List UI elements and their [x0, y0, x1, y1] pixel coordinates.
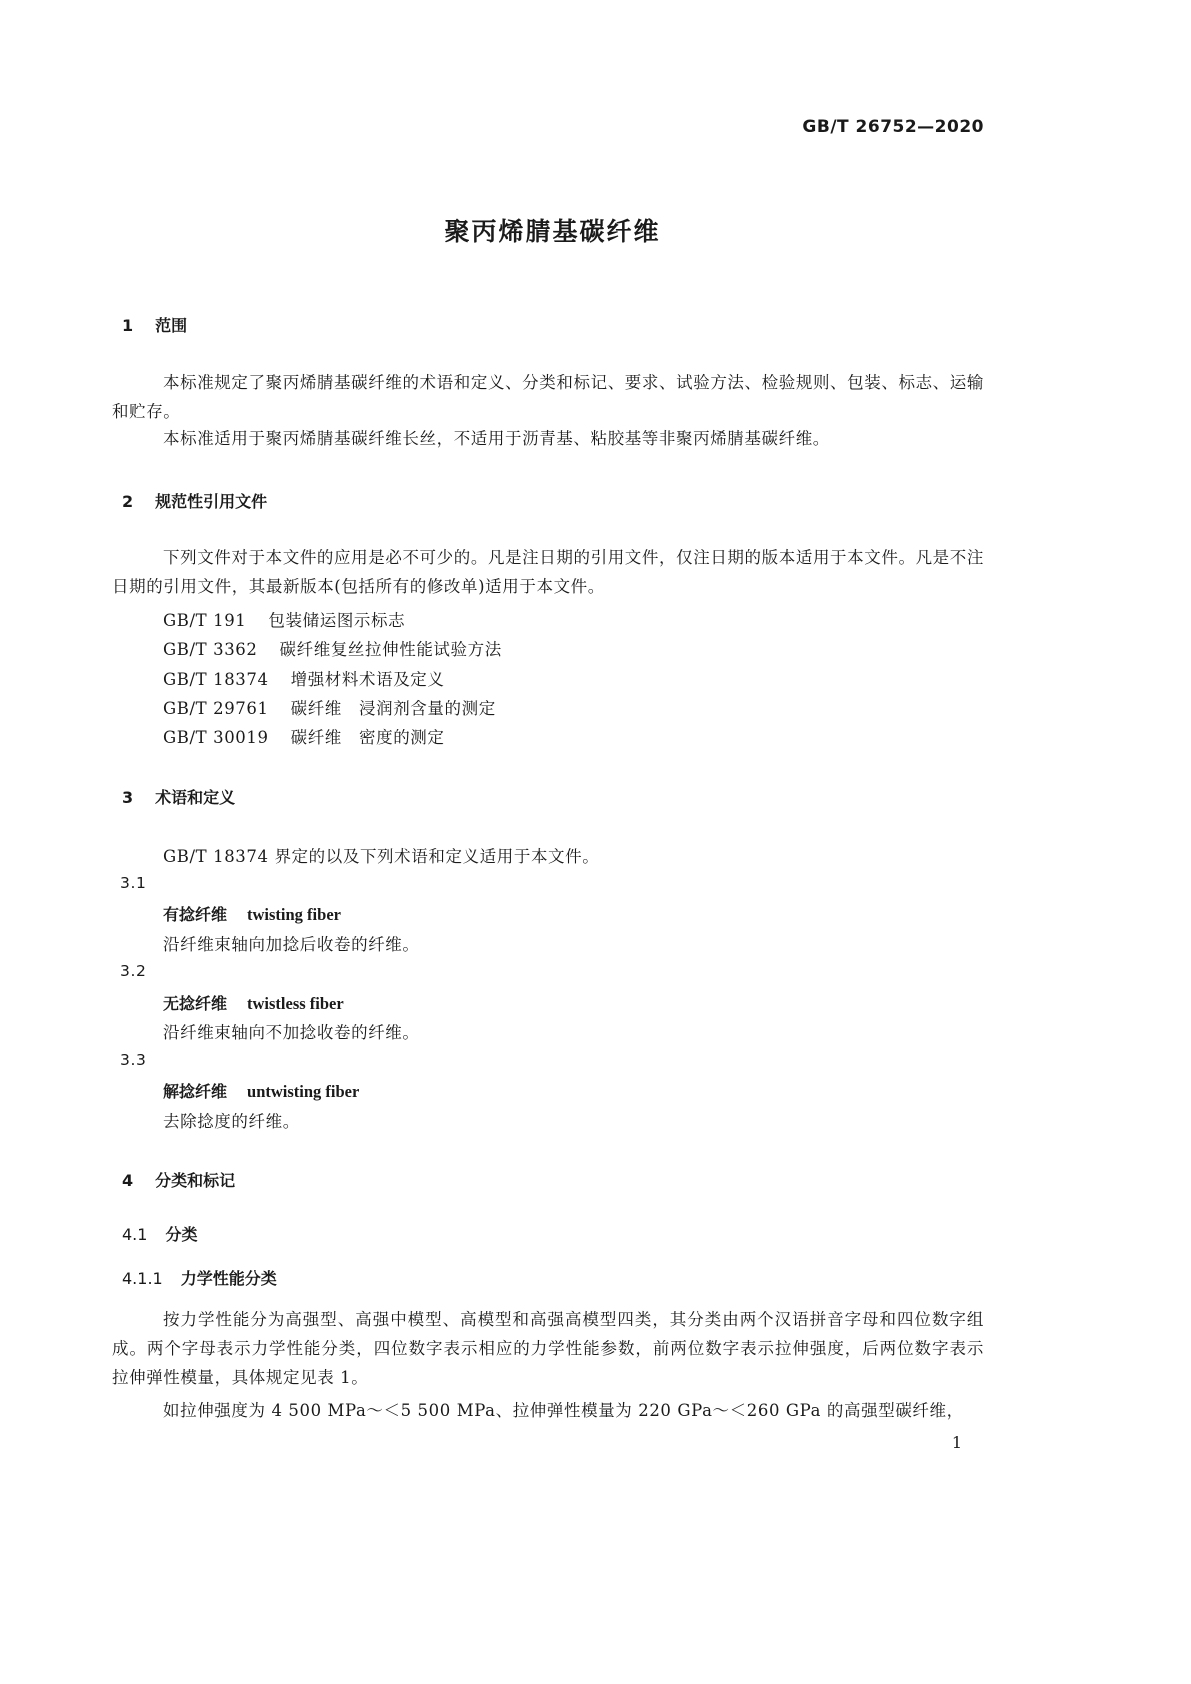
section-3-heading [122, 785, 235, 808]
reference-item [163, 724, 445, 748]
reference-code: GB/T 30019 [163, 728, 269, 747]
page-title: 聚丙烯腈基碳纤维 [444, 217, 661, 246]
section-number: 3 [122, 788, 134, 807]
subsection-heading [122, 1222, 197, 1245]
subsubsection-title: 力学性能分类 [180, 1269, 277, 1288]
document-number: GB/T 26752—2020 [802, 117, 984, 137]
subsubsection-number: 4.1.1 [122, 1269, 163, 1288]
section-title: 分类和标记 [155, 1171, 236, 1190]
reference-title: 碳纤维复丝拉伸性能试验方法 [279, 640, 502, 659]
reference-title: 包装储运图示标志 [268, 611, 406, 630]
reference-code: GB/T 191 [163, 611, 247, 630]
section-1-heading [122, 313, 187, 336]
section-4-heading [122, 1168, 235, 1191]
terms-intro: GB/T 18374 界定的以及下列术语和定义适用于本文件。 [163, 847, 600, 866]
classification-example: 如拉伸强度为 4 500 MPa～＜5 500 MPa、拉伸弹性模量为 220 GPa～＜260 GPa 的高强型碳纤维， [163, 1401, 964, 1420]
reference-item [163, 666, 445, 690]
section-title: 范围 [155, 316, 188, 335]
term-english: twistless fiber [247, 994, 344, 1013]
subsection-title: 分类 [165, 1225, 198, 1244]
term-name [163, 902, 341, 925]
term-name [163, 1079, 359, 1102]
section-number: 4 [122, 1171, 134, 1190]
classification-paragraph: 按力学性能分为高强型、高强中模型、高模型和高强高模型四类，其分类由两个汉语拼音字母和四位数字组成。两个字母表示力学性能分类，四位数字表示相应的力学性能参数，前两位数字表示拉伸强度，后两位数字表示拉伸弹性模量，具体规定见表 1。 [112, 1310, 984, 1387]
term-definition: 去除捻度的纤维。 [163, 1112, 300, 1131]
reference-item [163, 607, 405, 631]
term-name [163, 991, 344, 1014]
scope-paragraph-2: 本标准适用于聚丙烯腈基碳纤维长丝，不适用于沥青基、粘胶基等非聚丙烯腈基碳纤维。 [163, 429, 830, 448]
reference-title: 碳纤维 密度的测定 [290, 728, 445, 747]
reference-code: GB/T 29761 [163, 699, 269, 718]
term-chinese: 解捻纤维 [163, 1082, 228, 1101]
subsection-number: 4.1 [122, 1225, 148, 1244]
subsubsection-heading [122, 1266, 277, 1289]
normative-refs-paragraph: 下列文件对于本文件的应用是必不可少的。凡是注日期的引用文件，仅注日期的版本适用于本文件。凡是不注日期的引用文件，其最新版本(包括所有的修改单)适用于本文件。 [112, 548, 984, 596]
term-definition: 沿纤维束轴向不加捻收卷的纤维。 [163, 1023, 420, 1042]
term-english: twisting fiber [247, 905, 341, 924]
reference-title: 碳纤维 浸润剂含量的测定 [290, 699, 496, 718]
page-number: 1 [951, 1433, 962, 1452]
section-2-heading [122, 489, 267, 512]
term-english: untwisting fiber [247, 1082, 360, 1101]
term-number: 3.1 [120, 874, 147, 892]
term-chinese: 有捻纤维 [163, 905, 228, 924]
reference-title: 增强材料术语及定义 [290, 670, 445, 689]
section-number: 1 [122, 316, 134, 335]
term-definition: 沿纤维束轴向加捻后收卷的纤维。 [163, 935, 420, 954]
scope-paragraph-1: 本标准规定了聚丙烯腈基碳纤维的术语和定义、分类和标记、要求、试验方法、检验规则、包装、标志、运输和贮存。 [112, 373, 984, 421]
term-number: 3.2 [120, 962, 147, 980]
term-number: 3.3 [120, 1051, 147, 1069]
reference-item [163, 636, 502, 660]
section-number: 2 [122, 492, 134, 511]
term-chinese: 无捻纤维 [163, 994, 228, 1013]
section-title: 术语和定义 [155, 788, 236, 807]
reference-code: GB/T 18374 [163, 670, 269, 689]
reference-item [163, 695, 496, 719]
reference-code: GB/T 3362 [163, 640, 258, 659]
section-title: 规范性引用文件 [155, 492, 268, 511]
